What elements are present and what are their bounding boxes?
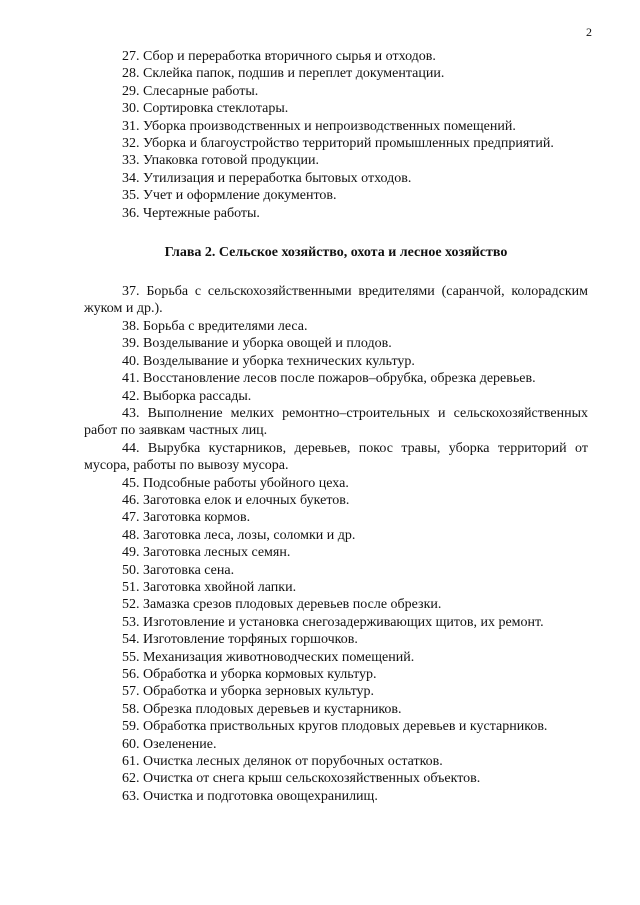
list-item: 31. Уборка производственных и непроизводственных помещений. bbox=[122, 118, 516, 134]
list-item: 54. Изготовление торфяных горшочков. bbox=[122, 632, 358, 648]
list-item: 29. Слесарные работы. bbox=[122, 83, 259, 99]
list-item: 36. Чертежные работы. bbox=[122, 205, 260, 221]
list-item: 48. Заготовка леса, лозы, соломки и др. bbox=[122, 527, 356, 543]
list-item: 38. Борьба с вредителями леса. bbox=[122, 318, 308, 334]
list-item: 63. Очистка и подготовка овощехранилищ. bbox=[122, 788, 378, 804]
list-section-1 bbox=[84, 48, 588, 222]
list-item: 42. Выборка рассады. bbox=[122, 388, 252, 404]
list-item: 35. Учет и оформление документов. bbox=[122, 188, 337, 204]
list-item: 28. Склейка папок, подшив и переплет документации. bbox=[122, 66, 445, 82]
list-section-2 bbox=[84, 283, 588, 805]
list-item: 52. Замазка срезов плодовых деревьев после обрезки. bbox=[122, 597, 442, 613]
list-item: 40. Возделывание и уборка технических культур. bbox=[122, 353, 415, 369]
list-item: 33. Упаковка готовой продукции. bbox=[122, 153, 320, 169]
list-item: 27. Сбор и переработка вторичного сырья и отходов. bbox=[122, 49, 436, 64]
list-item: 56. Обработка и уборка кормовых культур. bbox=[122, 667, 377, 682]
list-item: 57. Обработка и уборка зерновых культур. bbox=[122, 684, 375, 700]
list-item: 39. Возделывание и уборка овощей и плодов. bbox=[122, 336, 392, 352]
list-item: 61. Очистка лесных делянок от порубочных остатков. bbox=[122, 754, 443, 770]
list-item: 45. Подсобные работы убойного цеха. bbox=[122, 475, 349, 491]
list-item: 32. Уборка и благоустройство территорий промышленных предприятий. bbox=[122, 136, 554, 152]
list-item: 49. Заготовка лесных семян. bbox=[122, 545, 291, 561]
list-item: 41. Восстановление лесов после пожаров–обрубка, обрезка деревьев. bbox=[122, 371, 536, 387]
list-item: 55. Механизация животноводческих помещений. bbox=[122, 649, 415, 665]
chapter-heading: Глава 2. Сельское хозяйство, охота и лесное хозяйство bbox=[164, 245, 508, 261]
list-item: 47. Заготовка кормов. bbox=[122, 510, 251, 526]
document-body bbox=[84, 48, 588, 805]
list-item: 30. Сортировка стеклотары. bbox=[122, 101, 289, 117]
list-item: 37. Борьба с сельскохозяйственными вредителями (саранчой, колорадским жуком и др.). bbox=[84, 284, 588, 317]
list-item: 44. Вырубка кустарников, деревьев, покос травы, уборка территорий от мусора, работы по вывозу мусора. bbox=[84, 440, 588, 474]
list-item: 59. Обработка приствольных кругов плодовых деревьев и кустарников. bbox=[122, 719, 548, 735]
list-item: 58. Обрезка плодовых деревьев и кустарников. bbox=[122, 701, 402, 717]
list-item: 62. Очистка от снега крыш сельскохозяйственных объектов. bbox=[122, 771, 481, 787]
list-item: 60. Озеленение. bbox=[122, 736, 217, 752]
list-item: 43. Выполнение мелких ремонтно–строительных и сельскохозяйственных работ по заявкам частных лиц. bbox=[84, 405, 588, 439]
list-item: 34. Утилизация и переработка бытовых отходов. bbox=[122, 170, 412, 186]
list-item: 51. Заготовка хвойной лапки. bbox=[122, 579, 297, 595]
page-number: 2 bbox=[586, 25, 592, 39]
list-item: 53. Изготовление и установка снегозадерживающих щитов, их ремонт. bbox=[122, 614, 544, 630]
list-item: 46. Заготовка елок и елочных букетов. bbox=[122, 492, 350, 508]
list-item: 50. Заготовка сена. bbox=[122, 562, 235, 578]
